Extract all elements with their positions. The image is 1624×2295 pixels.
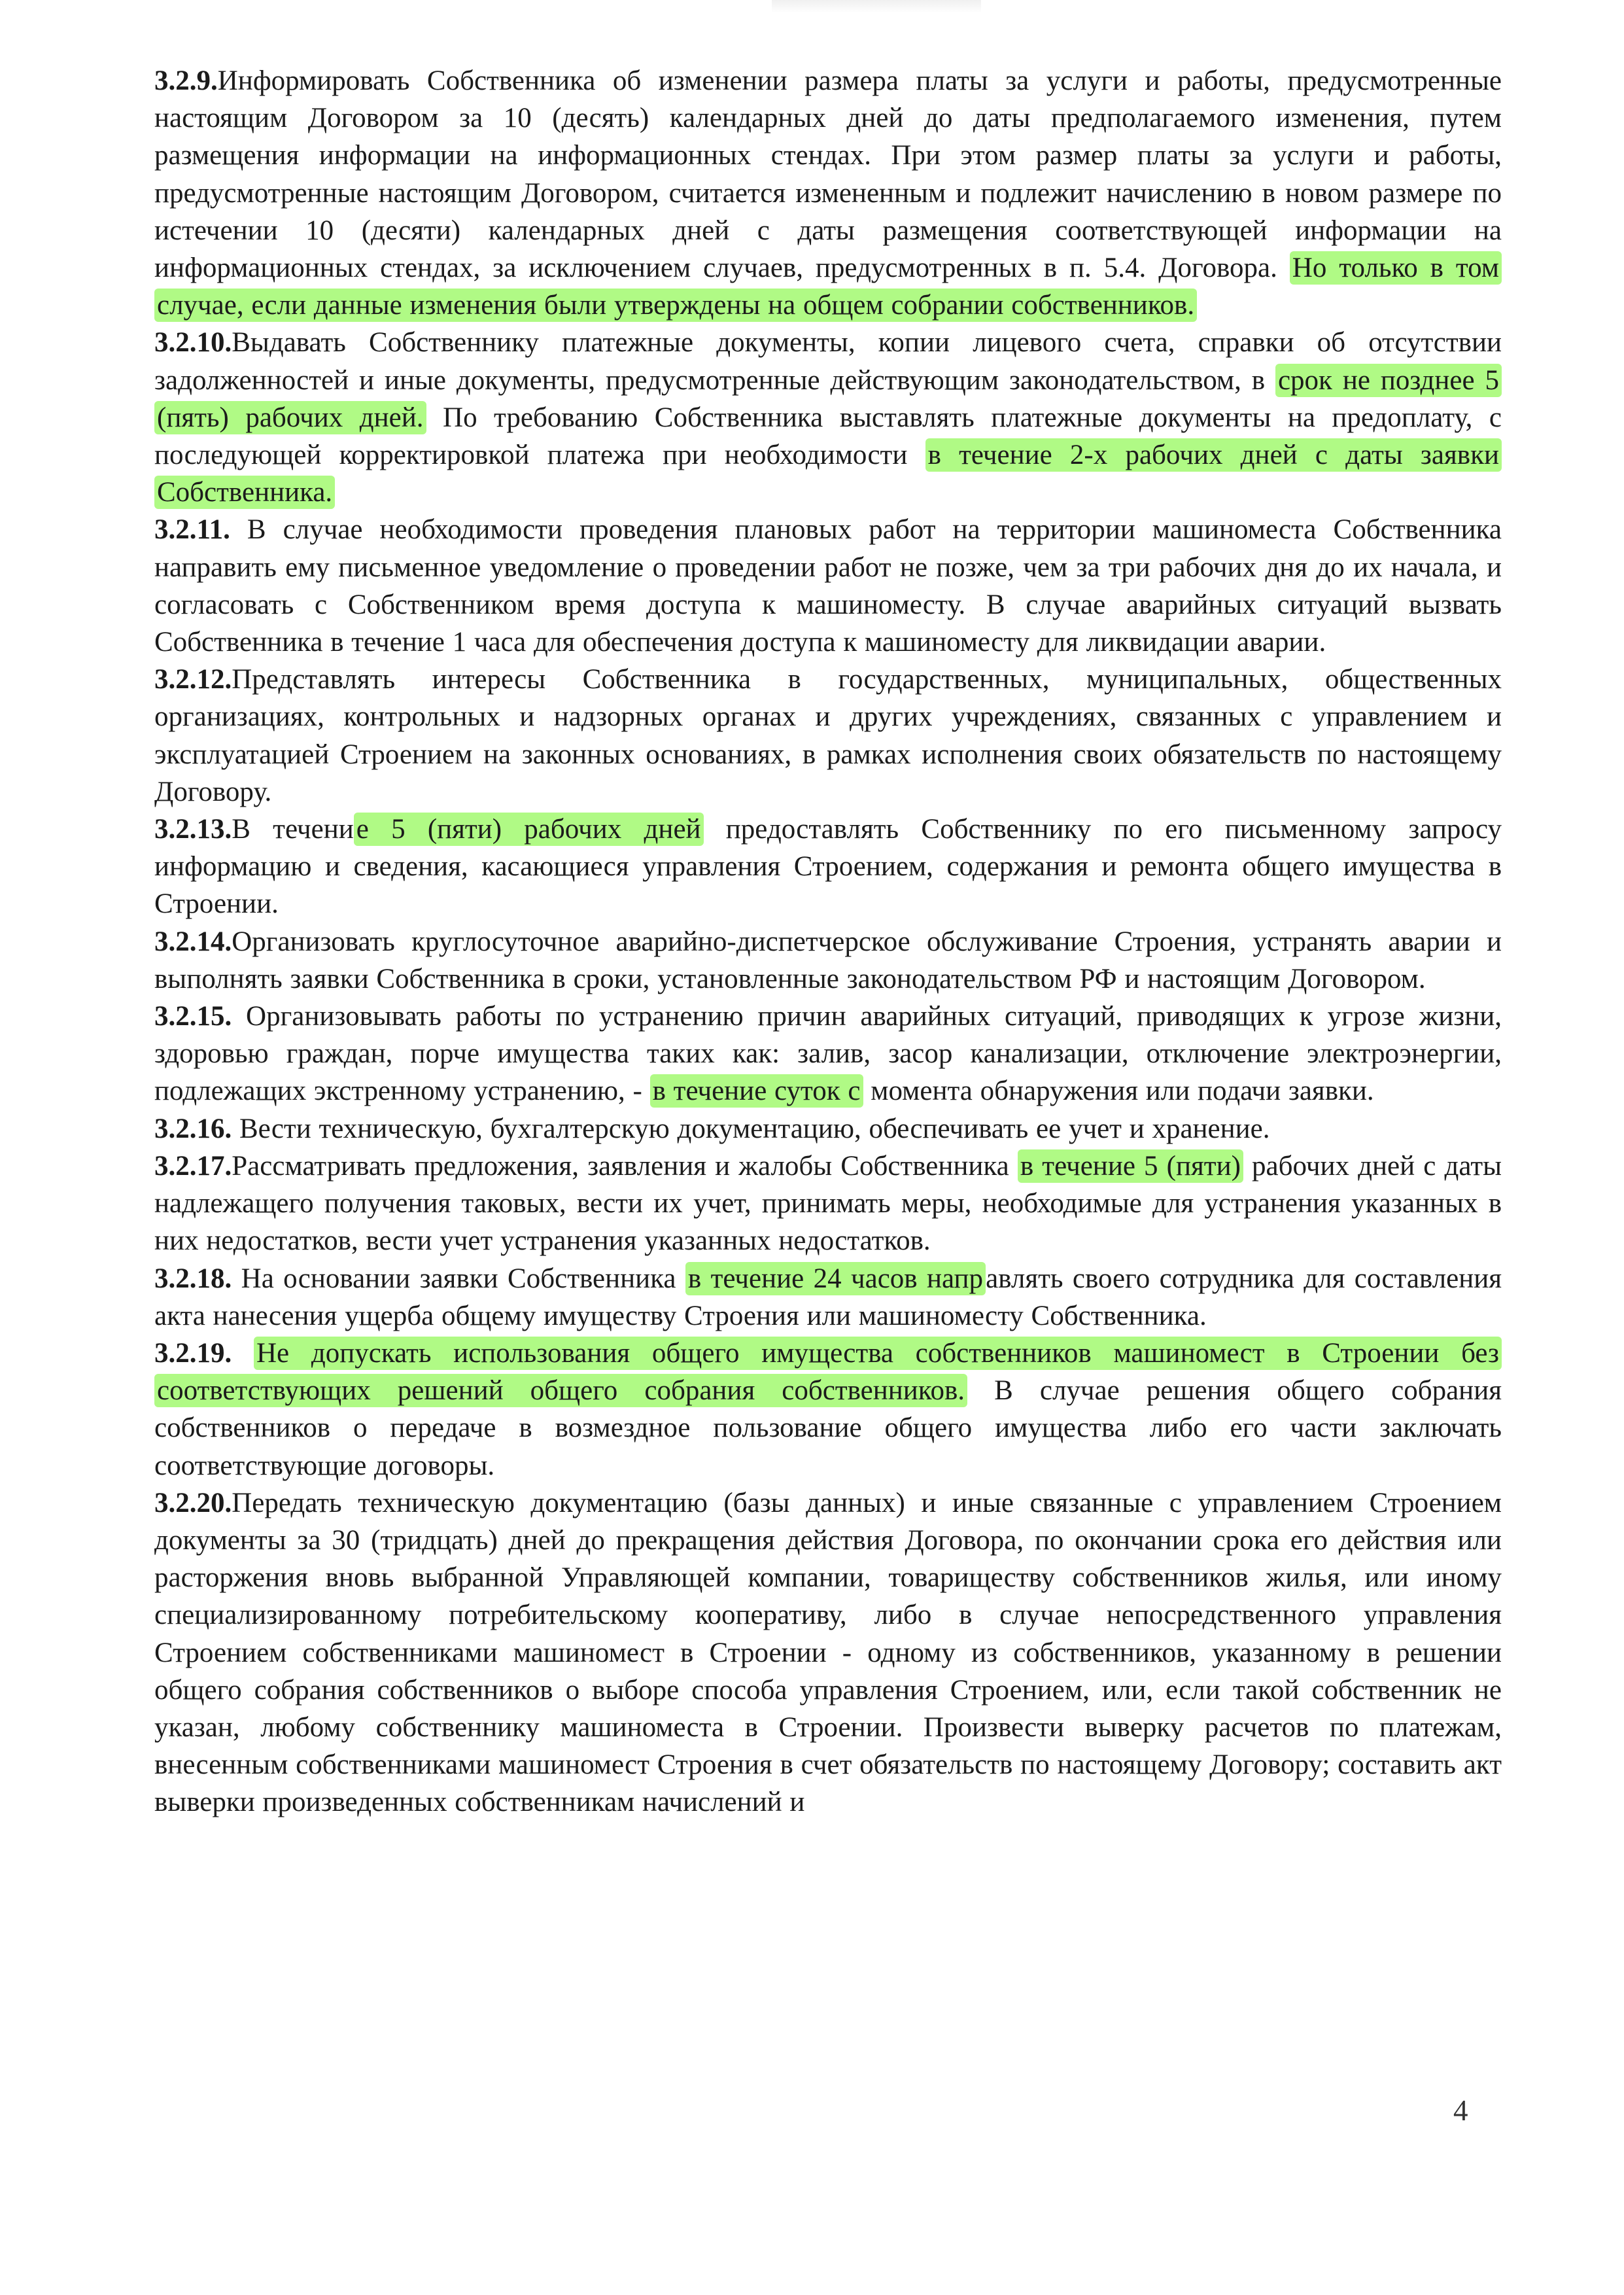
- clause-3-2-19: [154, 1335, 1502, 1484]
- highlighted-text: е 5 (пяти) рабочих дней: [354, 813, 704, 846]
- clause-3-2-9: [154, 62, 1502, 324]
- clause-number: 3.2.17.: [154, 1150, 232, 1182]
- clause-number: 3.2.16.: [154, 1113, 232, 1144]
- highlighted-text: в течение 5 (пяти): [1018, 1149, 1243, 1183]
- clause-3-2-17: [154, 1148, 1502, 1260]
- clause-number: 3.2.12.: [154, 664, 232, 695]
- clause-3-2-16: [154, 1110, 1502, 1148]
- clause-number: 3.2.9.: [154, 65, 218, 96]
- clause-text: предоставлять Собственнику по его письменному запросу информацию и сведения, касающиеся управления Строением, содержания и ремонта общего имущества в Строении.: [154, 814, 1502, 920]
- clause-3-2-18: [154, 1260, 1502, 1335]
- clause-3-2-13: [154, 811, 1502, 923]
- clause-text: [232, 1338, 254, 1369]
- clause-text: По требованию Собственника выставлять платежные документы на предоплату, с последующей корректировкой платежа при необходимости: [154, 402, 1502, 471]
- clause-text: В течени: [232, 814, 354, 845]
- clause-number: 3.2.19.: [154, 1337, 232, 1369]
- highlighted-text: в течение 2-х рабочих дней с даты заявки Собственника.: [154, 438, 1502, 509]
- clause-number: 3.2.13.: [154, 814, 232, 845]
- highlighted-text: в течение 24 часов напр: [685, 1262, 986, 1295]
- clause-number: 3.2.10.: [154, 327, 232, 359]
- clause-number: 3.2.14.: [154, 926, 232, 957]
- clause-3-2-14: [154, 923, 1502, 998]
- clause-text: Вести техническую, бухгалтерскую документацию, обеспечивать ее учет и хранение.: [232, 1113, 1270, 1144]
- clause-3-2-20: [154, 1484, 1502, 1821]
- clause-text: Представлять интересы Собственника в государственных, муниципальных, общественных организациях, контрольных и надзорных органах и других учреждениях, связанных с управлением и эксплуатацией Строением на законных основаниях, в рамках исполнения своих обязательств по настоящему Договору.: [154, 664, 1502, 807]
- clause-text: Передать техническую документацию (базы данных) и иные связанные с управлением Строением документы за 30 (тридцать) дней до прекращения действия Договора, по окончании срока его действия или расторжения вновь выбранной Управляющей компании, товариществу собственников жилья, или иному специализированному потребительскому кооперативу, либо в случае непосредственного управления Строением собственниками машиномест в Строении - одному из собственников, указанному в решении общего собрания собственников о выборе способа управления Строением, или, если такой собственник не указан, любому собственнику машиноместа в Строении. Произвести выверку расчетов по платежам, внесенным собственниками машиномест Строения в счет обязательств по настоящему Договору; составить акт выверки произведенных собственникам начислений и: [154, 1487, 1502, 1818]
- clause-3-2-11: [154, 511, 1502, 661]
- clause-text: момента обнаружения или подачи заявки.: [863, 1076, 1374, 1107]
- clause-text: авлять своего сотрудника для составления акта нанесения ущерба общему имуществу Строения или машиноместу Собственника.: [154, 1263, 1502, 1331]
- clause-text: Организовывать работы по устранению причин аварийных ситуаций, приводящих к угрозе жизни, здоровью граждан, порче имущества таких как: залив, засор канализации, отключение электроэнергии, подлежащих экстренному устранению, -: [154, 1001, 1502, 1107]
- page-number: 4: [1453, 2094, 1468, 2127]
- clause-3-2-15: [154, 998, 1502, 1110]
- clause-text: Выдавать Собственнику платежные документы, копии лицевого счета, справки об отсутствии задолженностей и иные документы, предусмотренные действующим законодательством, в: [154, 327, 1502, 396]
- clause-number: 3.2.18.: [154, 1263, 232, 1294]
- clause-number: 3.2.15.: [154, 1001, 232, 1032]
- highlighted-text: в течение суток с: [650, 1074, 863, 1108]
- clause-text: На основании заявки Собственника: [232, 1263, 685, 1294]
- clause-number: 3.2.11.: [154, 514, 230, 546]
- clause-text: В случае необходимости проведения плановых работ на территории машиноместа Собственника направить ему письменное уведомление о проведении работ не позже, чем за три рабочих дня до их начала, и согласовать с Собственником время доступа к машиноместу. В случае аварийных ситуаций вызвать Собственника в течение 1 часа для обеспечения доступа к машиноместу для ликвидации аварии.: [154, 514, 1502, 658]
- clause-3-2-10: [154, 324, 1502, 511]
- clause-text: Организовать круглосуточное аварийно-диспетчерское обслуживание Строения, устранять аварии и выполнять заявки Собственника в сроки, установленные законодательством РФ и настоящим Договором.: [154, 926, 1502, 994]
- clause-3-2-12: [154, 661, 1502, 811]
- clause-number: 3.2.20.: [154, 1487, 232, 1518]
- highlighted-text: срок не позднее 5 (пять) рабочих дней.: [154, 364, 1502, 434]
- document-page: [154, 62, 1502, 1821]
- scan-edge-shadow: [772, 0, 981, 13]
- highlighted-text: Не допускать использования общего имущества собственников машиномест в Строении без соответствующих решений общего собрания собственников.: [154, 1337, 1502, 1407]
- highlighted-text: Но только в том случае, если данные изменения были утверждены на общем собрании собственников.: [154, 251, 1502, 322]
- clause-text: рабочих дней с даты надлежащего получения таковых, вести их учет, принимать меры, необходимые для устранения указанных в них недостатков, вести учет устранения указанных недостатков.: [154, 1150, 1502, 1257]
- clause-text: В случае решения общего собрания собственников о передаче в возмездное пользование общего имущества либо его части заключать соответствующие договоры.: [154, 1375, 1502, 1481]
- clause-text: Информировать Собственника об изменении размера платы за услуги и работы, предусмотренные настоящим Договором за 10 (десять) календарных дней до даты предполагаемого изменения, путем размещения информации на информационных стендах. При этом размер платы за услуги и работы, предусмотренные настоящим Договором, считается измененным и подлежит начислению в новом размере по истечении 10 (десяти) календарных дней с даты размещения соответствующей информации на информационных стендах, за исключением случаев, предусмотренных в п. 5.4. Договора.: [154, 65, 1502, 284]
- clause-text: Рассматривать предложения, заявления и жалобы Собственника: [232, 1150, 1018, 1182]
